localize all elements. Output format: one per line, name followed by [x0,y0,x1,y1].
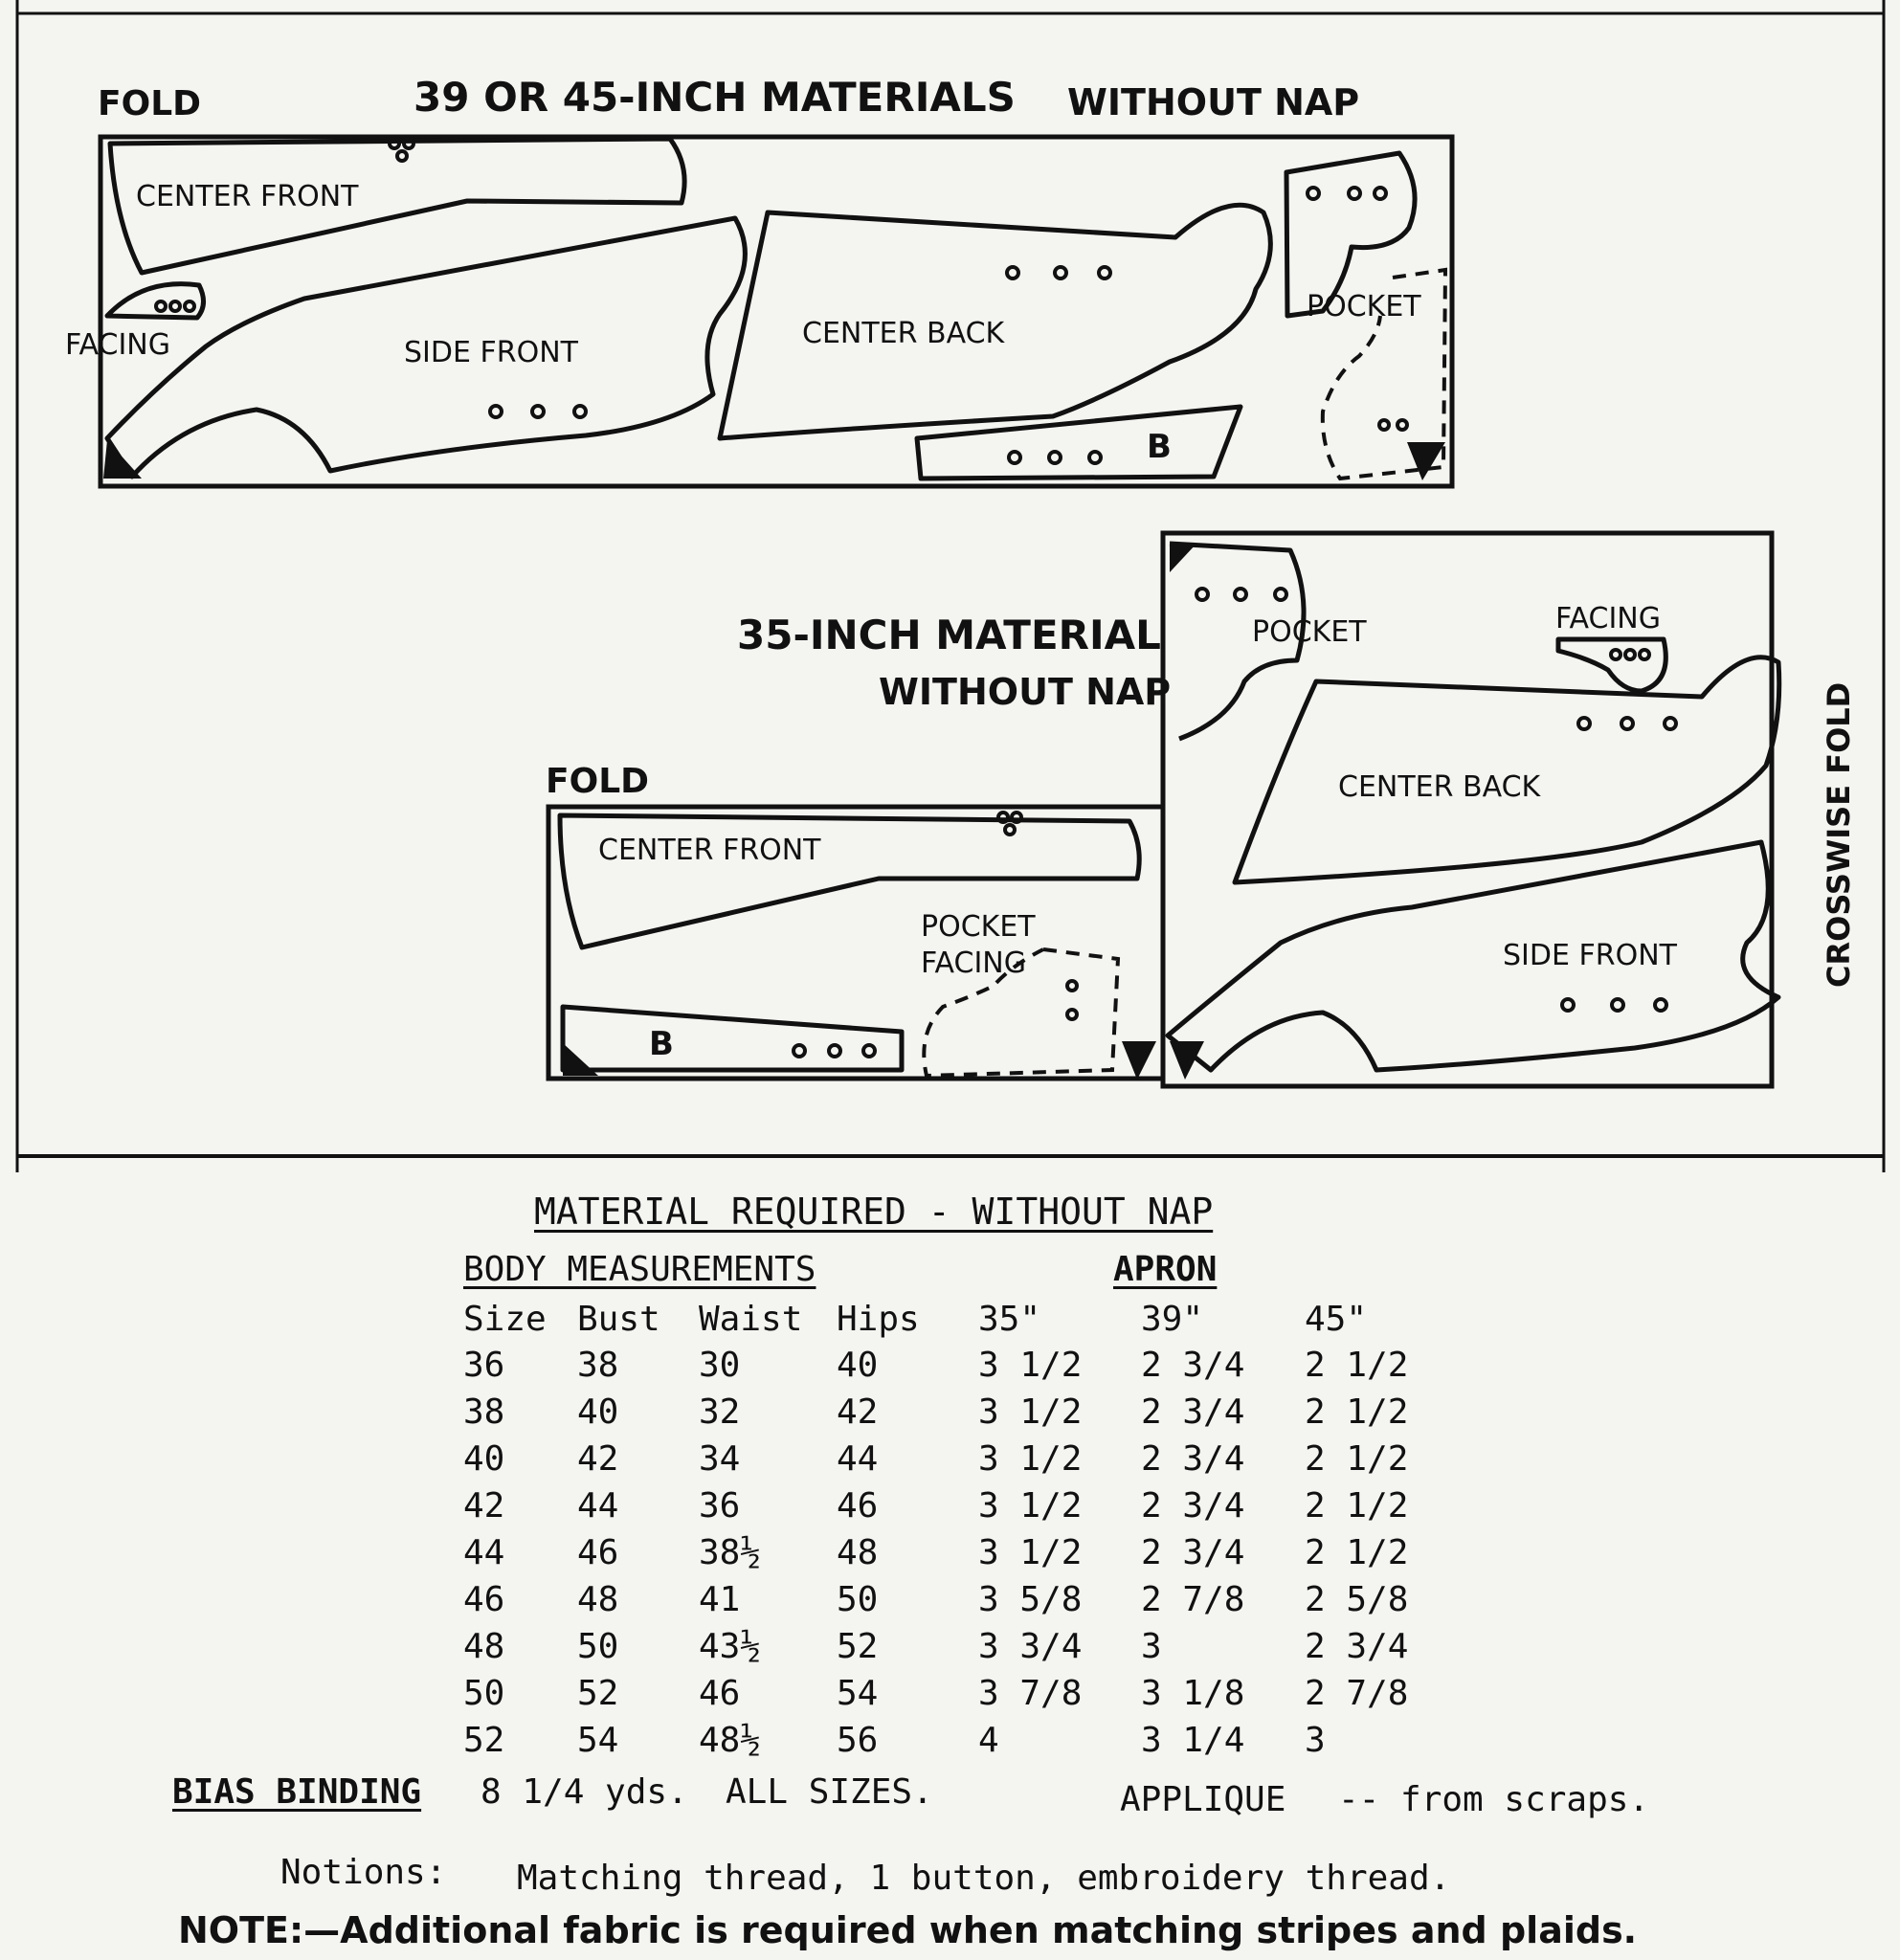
layout2-cb-dot [1578,718,1590,729]
layout2-sf-dot [1612,999,1623,1011]
layout2-cf-dot [1005,825,1015,835]
cell-bust: 50 [577,1627,619,1666]
layout2-pocket-facing-label-2: FACING [921,947,1026,980]
cell-bust: 46 [577,1533,619,1572]
cell-yd-45in: 2 1/2 [1305,1392,1409,1432]
layout2-cb-dot [1621,718,1633,729]
bias-binding-value: 8 1/4 yds. [481,1772,688,1812]
cell-yd-39in: 3 [1141,1627,1162,1666]
cell-waist: 36 [699,1486,741,1526]
layout2-side-front-label: SIDE FRONT [1503,939,1677,972]
cell-waist: 41 [699,1580,741,1619]
layout1-facing-dot [170,301,180,311]
layout1-facing-dot [156,301,166,311]
layout1-sf-dot [532,406,544,417]
layout2-b-dot [863,1045,875,1057]
cell-waist: 30 [699,1346,741,1385]
cell-yd-35in: 3 1/2 [978,1533,1083,1572]
layout2-pocket-dot [1196,589,1208,600]
cell-hips: 46 [837,1486,879,1526]
col-hips: Hips [837,1300,920,1339]
cell-size: 36 [463,1346,505,1385]
layout2-center-front-label: CENTER FRONT [598,834,821,867]
layout1-fold-label: FOLD [98,84,202,123]
cell-hips: 42 [837,1392,879,1432]
layout1-cf-dot [404,139,414,148]
layout2-center-back-label: CENTER BACK [1338,770,1541,804]
layout1-facing-label: FACING [65,328,170,362]
cell-yd-39in: 2 3/4 [1141,1346,1245,1385]
cell-yd-35in: 3 3/4 [978,1627,1083,1666]
layout1-b-dot [1009,452,1020,463]
cell-bust: 40 [577,1392,619,1432]
cell-bust: 48 [577,1580,619,1619]
layout1-nap: WITHOUT NAP [1067,81,1360,123]
layout1-b-piece [917,407,1241,479]
table-title: MATERIAL REQUIRED - WITHOUT NAP [534,1191,1214,1233]
cell-yd-45in: 2 1/2 [1305,1346,1409,1385]
cell-yd-35in: 3 5/8 [978,1580,1083,1619]
cell-waist: 48½ [699,1721,762,1760]
layout1-cb-dot [1055,267,1066,278]
layout1-cb-dot [1007,267,1018,278]
layout1-notch [1407,442,1445,480]
layout-39-45-inch [65,74,1452,486]
cell-yd-35in: 3 1/2 [978,1439,1083,1479]
layout2-crosswise-fold-label: CROSSWISE FOLD [1821,681,1857,988]
layout2-facing-dot [1640,650,1649,659]
cell-size: 42 [463,1486,505,1526]
layout2-pocket-dot [1235,589,1246,600]
cell-bust: 44 [577,1486,619,1526]
cell-size: 38 [463,1392,505,1432]
cell-yd-39in: 3 1/8 [1141,1674,1245,1713]
cell-size: 46 [463,1580,505,1619]
layout1-b-dot [1049,452,1061,463]
col-bust: Bust [577,1300,660,1339]
layout2-cf-dot [998,813,1008,822]
cell-yd-35in: 3 1/2 [978,1486,1083,1526]
cell-waist: 34 [699,1439,741,1479]
layout1-pocket-dot [1349,188,1360,199]
notions-label: Notions: [280,1853,447,1892]
cell-yd-45in: 3 [1305,1721,1326,1760]
layout2-pocket-label: POCKET [1252,615,1367,649]
layout2-b-piece [563,1007,902,1070]
cell-hips: 52 [837,1627,879,1666]
cell-yd-45in: 2 1/2 [1305,1486,1409,1526]
cell-bust: 38 [577,1346,619,1385]
cell-size: 48 [463,1627,505,1666]
cell-yd-39in: 2 3/4 [1141,1439,1245,1479]
layout1-center-front-label: CENTER FRONT [136,180,359,213]
cell-size: 44 [463,1533,505,1572]
cell-yd-45in: 2 1/2 [1305,1533,1409,1572]
layout1-cb-dot [1099,267,1110,278]
applique-value: -- from scraps. [1338,1780,1650,1819]
layout1-side-front-label: SIDE FRONT [404,336,578,369]
layout1-sf-dot [490,406,502,417]
layout1-sf-dot [574,406,586,417]
layout2-cf-dot [1012,813,1021,822]
cell-yd-39in: 3 1/4 [1141,1721,1245,1760]
cell-hips: 50 [837,1580,879,1619]
layout1-pf-dot [1379,420,1389,430]
col-39in: 39" [1141,1300,1204,1339]
layout2-notch [1170,544,1196,572]
cell-hips: 44 [837,1439,879,1479]
cell-hips: 40 [837,1346,879,1385]
col-35in: 35" [978,1300,1041,1339]
cell-hips: 56 [837,1721,879,1760]
layout1-pf-dot [1397,420,1407,430]
layout1-center-back-label: CENTER BACK [802,317,1005,350]
layout1-title: 39 OR 45-INCH MATERIALS [414,74,1016,121]
cell-size: 40 [463,1439,505,1479]
body-measurements-heading: BODY MEASUREMENTS [463,1250,816,1289]
layout-35-inch [546,533,1857,1086]
layout1-b-dot [1089,452,1101,463]
cell-hips: 48 [837,1533,879,1572]
note-text: NOTE:—Additional fabric is required when matching stripes and plaids. [178,1909,1638,1951]
cell-waist: 46 [699,1674,741,1713]
cell-yd-35in: 4 [978,1721,999,1760]
cell-yd-45in: 2 1/2 [1305,1439,1409,1479]
layout1-pocket-dot [1375,188,1386,199]
cell-size: 52 [463,1721,505,1760]
layout1-pocket-dot [1308,188,1319,199]
layout2-b-label: B [649,1025,674,1063]
layout2-pocket-dot [1275,589,1286,600]
col-45in: 45" [1305,1300,1368,1339]
layout2-facing-label: FACING [1555,602,1661,635]
layout2-notch [1122,1041,1156,1080]
layout2-fold-label: FOLD [546,762,650,801]
cell-yd-39in: 2 3/4 [1141,1533,1245,1572]
layout2-facing-piece [1558,639,1665,691]
layout2-facing-dot [1611,650,1621,659]
cell-yd-45in: 2 7/8 [1305,1674,1409,1713]
cell-bust: 42 [577,1439,619,1479]
cell-yd-39in: 2 7/8 [1141,1580,1245,1619]
cell-yd-39in: 2 3/4 [1141,1392,1245,1432]
layout1-cf-dot [397,151,407,161]
cell-yd-39in: 2 3/4 [1141,1486,1245,1526]
cell-yd-35in: 3 1/2 [978,1392,1083,1432]
layout2-title: 35-INCH MATERIAL [737,612,1161,658]
applique-label: APPLIQUE [1120,1780,1286,1819]
layout1-facing-dot [185,301,194,311]
cell-size: 50 [463,1674,505,1713]
cell-yd-45in: 2 5/8 [1305,1580,1409,1619]
layout2-pf-dot [1067,981,1077,991]
layout2-notch [563,1043,598,1076]
cell-yd-35in: 3 1/2 [978,1346,1083,1385]
layout1-cf-dot [390,139,399,148]
layout2-nap: WITHOUT NAP [879,671,1172,713]
layout2-sf-dot [1562,999,1574,1011]
layout2-sf-dot [1655,999,1666,1011]
cell-waist: 32 [699,1392,741,1432]
layout1-pocket-label: POCKET [1307,290,1421,323]
layout2-b-dot [794,1045,805,1057]
cell-yd-45in: 2 3/4 [1305,1627,1409,1666]
cell-waist: 43½ [699,1627,762,1666]
bias-binding-sizes: ALL SIZES. [726,1772,933,1812]
bias-binding-label: BIAS BINDING [172,1772,422,1812]
cell-waist: 38½ [699,1533,762,1572]
layout2-pocket-facing-label-1: POCKET [921,910,1036,944]
col-waist: Waist [699,1300,803,1339]
layout2-cb-dot [1665,718,1676,729]
cell-yd-35in: 3 7/8 [978,1674,1083,1713]
layout2-side-front-piece [1168,842,1778,1070]
apron-heading: APRON [1113,1250,1218,1289]
layout1-b-label: B [1147,428,1172,466]
layout2-facing-dot [1625,650,1635,659]
notions-value: Matching thread, 1 button, embroidery thread. [517,1859,1451,1898]
col-size: Size [463,1300,547,1339]
cell-hips: 54 [837,1674,879,1713]
layout2-pf-dot [1067,1010,1077,1019]
cell-bust: 54 [577,1721,619,1760]
layout1-notch [103,440,142,479]
cell-bust: 52 [577,1674,619,1713]
layout2-b-dot [829,1045,840,1057]
